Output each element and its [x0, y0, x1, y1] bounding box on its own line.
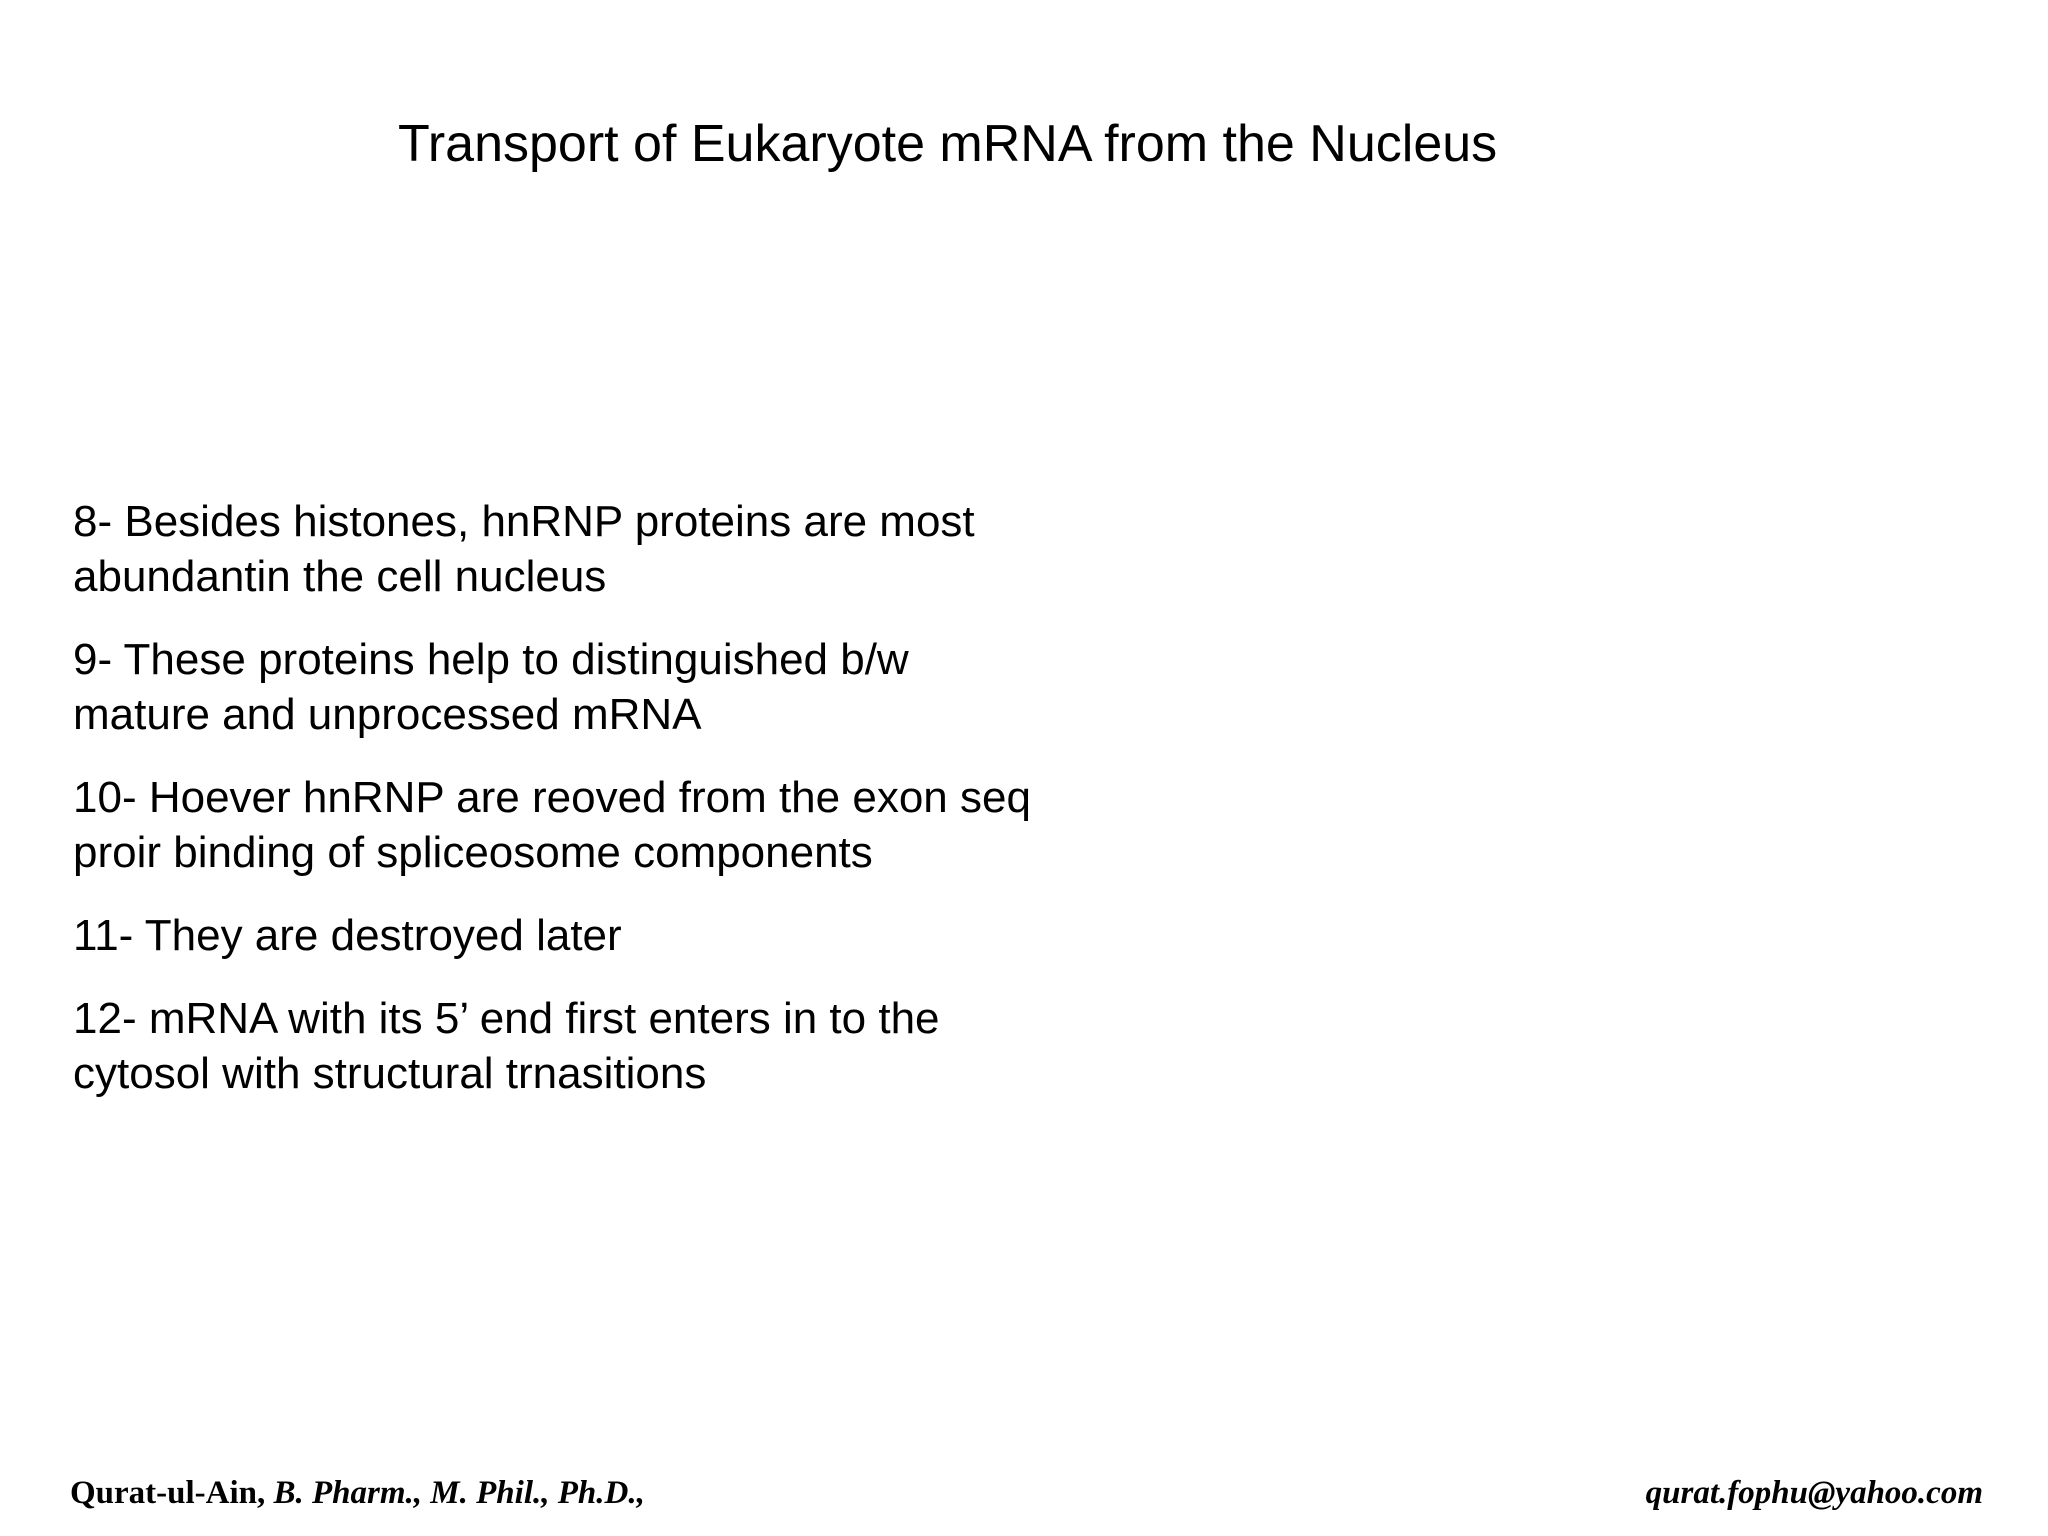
list-item: 8- Besides histones, hnRNP proteins are most abundantin the cell nucleus	[73, 497, 975, 601]
author-footer	[70, 1475, 645, 1512]
list-item: 12- mRNA with its 5’ end first enters in to the cytosol with structural trnasitions	[73, 994, 940, 1098]
list-item: 11- They are destroyed later	[73, 911, 622, 960]
author-credentials: B. Pharm., M. Phil., Ph.D.,	[265, 1475, 645, 1511]
bullet-list	[73, 494, 1223, 1129]
list-item: 10- Hoever hnRNP are reoved from the exon seq proir binding of spliceosome components	[73, 773, 1031, 877]
slide-title: Transport of Eukaryote mRNA from the Nucleus	[398, 115, 1498, 173]
list-item: 9- These proteins help to distinguished b/w mature and unprocessed mRNA	[73, 635, 909, 739]
author-name: Qurat-ul-Ain,	[70, 1475, 266, 1511]
author-email: qurat.fophu@yahoo.com	[1645, 1475, 1983, 1511]
